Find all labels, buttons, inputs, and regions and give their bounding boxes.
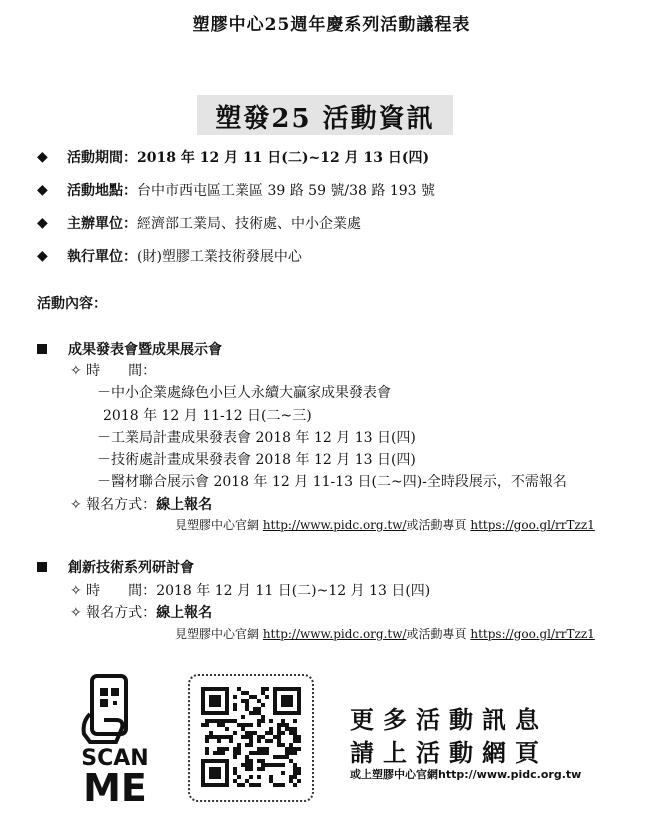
section1-item: －中小企業處綠色小巨人永續大贏家成果發表會 bbox=[97, 385, 391, 401]
section1-time-label: ✧ 時 間： bbox=[70, 363, 157, 379]
info-label: 執行單位： bbox=[67, 249, 137, 265]
event-page-link[interactable]: https://goo.gl/rrTzz1 bbox=[470, 518, 595, 532]
page-header: 塑膠中心25週年慶系列活動議程表 bbox=[192, 15, 471, 35]
reg-value: 線上報名 bbox=[156, 497, 213, 513]
promo-line3: 或上塑膠中心官網http://www.pidc.org.tw bbox=[350, 768, 582, 781]
info-organizer bbox=[37, 213, 361, 233]
info-value: 2018 年 12 月 11 日(二)~12 月 13 日(四) bbox=[137, 150, 430, 166]
info-executor bbox=[37, 246, 302, 266]
qr-code[interactable] bbox=[188, 674, 314, 802]
reg-label: ✧ 報名方式： bbox=[70, 497, 157, 513]
promo-line2: 請上活動網頁 bbox=[350, 739, 548, 767]
section1-links bbox=[175, 516, 595, 533]
event-page-link[interactable]: https://goo.gl/rrTzz1 bbox=[470, 627, 595, 641]
info-period bbox=[37, 147, 429, 167]
info-value: 台中市西屯區工業區 39 路 59 號/38 路 193 號 bbox=[137, 183, 436, 199]
diamond-icon: ◆ bbox=[37, 149, 48, 165]
content-label: 活動內容： bbox=[37, 296, 107, 312]
reg-value: 線上報名 bbox=[156, 605, 213, 621]
scan-me-graphic bbox=[70, 674, 160, 810]
info-value: 經濟部工業局、技術處、中小企業處 bbox=[137, 216, 361, 232]
diamond-icon: ◆ bbox=[37, 215, 48, 231]
reg-label: ✧ 報名方式： bbox=[70, 605, 157, 621]
info-value: (財)塑膠工業技術發展中心 bbox=[137, 249, 302, 265]
section1-title-text: 成果發表會暨成果展示會 bbox=[68, 342, 222, 358]
pidc-link[interactable]: http://www.pidc.org.tw/ bbox=[262, 518, 407, 532]
square-bullet-icon bbox=[37, 562, 47, 572]
diamond-icon: ◆ bbox=[37, 182, 48, 198]
me-text: ME bbox=[83, 766, 147, 810]
see-mid: 或活動專頁 bbox=[406, 627, 471, 641]
info-location bbox=[37, 180, 435, 200]
qr-code-image bbox=[190, 676, 312, 800]
time-label: ✧ 時 間： bbox=[70, 583, 157, 599]
section2-time bbox=[70, 580, 430, 600]
promo-line1: 更多活動訊息 bbox=[350, 706, 548, 734]
info-label: 活動期間： bbox=[67, 150, 137, 166]
section1-item: －技術處計畫成果發表會 2018 年 12 月 13 日(四) bbox=[97, 452, 416, 468]
time-value: 2018 年 12 月 11 日(二)~12 月 13 日(四) bbox=[156, 583, 431, 599]
diamond-icon: ◆ bbox=[37, 248, 48, 264]
phone-scan-icon bbox=[70, 674, 160, 744]
square-bullet-icon bbox=[37, 344, 47, 354]
section1-item: 2018 年 12 月 11-12 日(二~三) bbox=[103, 408, 312, 424]
pidc-link[interactable]: http://www.pidc.org.tw/ bbox=[262, 627, 407, 641]
scan-text: SCAN bbox=[81, 746, 149, 771]
section1-reg bbox=[70, 494, 212, 514]
section2-reg bbox=[70, 602, 212, 622]
see-mid: 或活動專頁 bbox=[406, 518, 471, 532]
section2-links bbox=[175, 625, 595, 642]
section1-item: －工業局計畫成果發表會 2018 年 12 月 13 日(四) bbox=[97, 430, 416, 446]
see-prefix: 見塑膠中心官網 bbox=[175, 518, 263, 532]
section1-item: －醫材聯合展示會 2018 年 12 月 11-13 日(二~四)-全時段展示，不需報名 bbox=[97, 474, 567, 490]
section1-title bbox=[37, 339, 222, 359]
see-prefix: 見塑膠中心官網 bbox=[175, 627, 263, 641]
section2-title bbox=[37, 557, 194, 577]
page-title: 塑發25 活動資訊 bbox=[215, 104, 435, 134]
info-label: 主辦單位： bbox=[67, 216, 137, 232]
section2-title-text: 創新技術系列研討會 bbox=[68, 560, 194, 576]
info-label: 活動地點： bbox=[67, 183, 137, 199]
